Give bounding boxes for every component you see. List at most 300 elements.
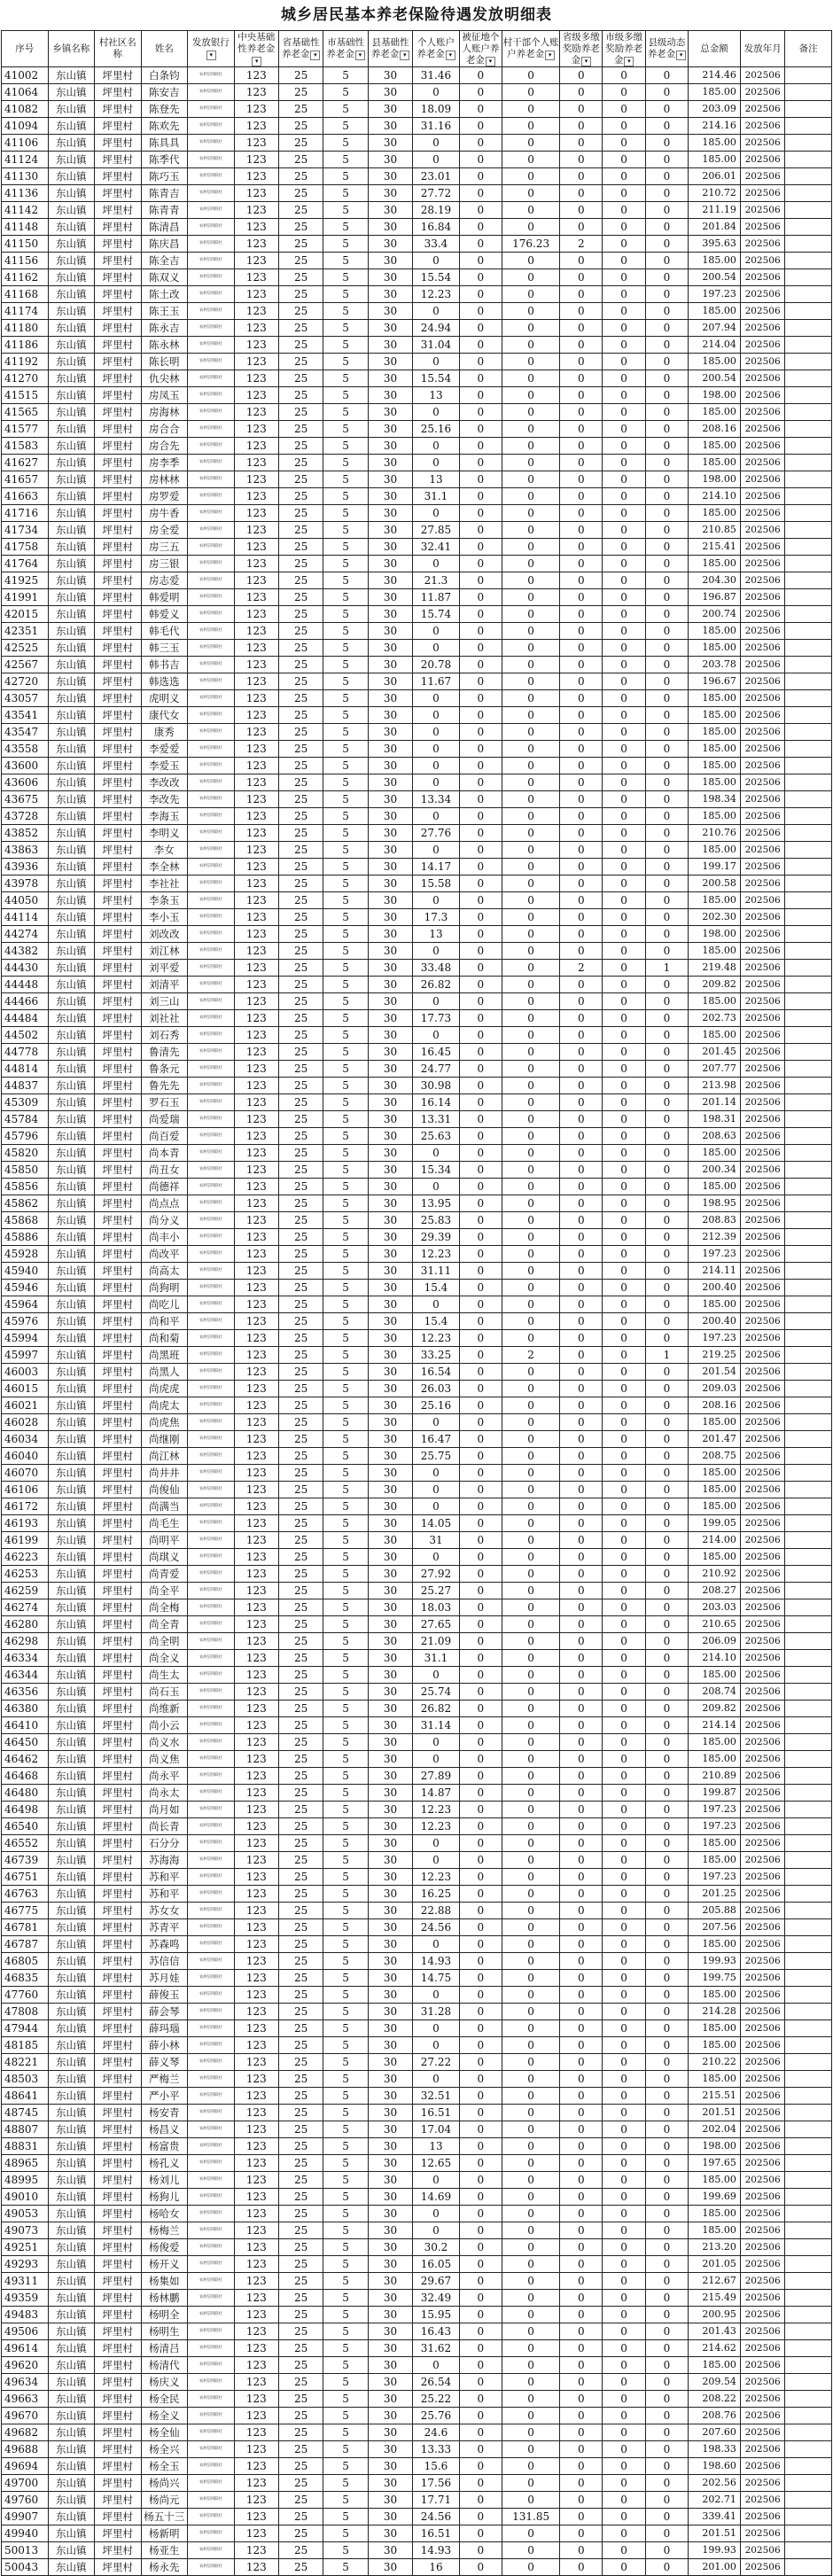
pay-month-cell: 202506 [740, 2290, 784, 2307]
amount-cell: 25 [278, 2391, 323, 2408]
name-cell: 尚百爱 [141, 1128, 188, 1145]
town-cell: 东山镇 [48, 758, 95, 774]
amount-cell: 0 [603, 1498, 645, 1515]
name-cell: 杨全兴 [141, 2441, 188, 2458]
table-row [2, 1465, 832, 1482]
town-cell: 东山镇 [48, 1785, 95, 1802]
amount-cell: 0 [645, 2357, 688, 2374]
amount-cell: 25 [278, 387, 323, 404]
amount-cell: 0 [413, 1027, 460, 1044]
amount-cell: 123 [234, 2492, 278, 2509]
pay-month-cell: 202506 [740, 2105, 784, 2121]
amount-cell: 5 [323, 1818, 368, 1835]
bank-cell: 农村信用联社 [188, 926, 235, 943]
pay-month-cell: 202506 [740, 2424, 784, 2441]
amount-cell: 0 [560, 2340, 603, 2357]
total-cell: 219.48 [689, 960, 741, 977]
pay-month-cell: 202506 [740, 1229, 784, 1246]
column-header [560, 31, 603, 67]
amount-cell: 0 [560, 2525, 603, 2542]
amount-cell: 0 [645, 2239, 688, 2256]
amount-cell: 0 [560, 1987, 603, 2004]
name-cell: 杨明生 [141, 2323, 188, 2340]
amount-cell: 123 [234, 253, 278, 269]
amount-cell: 123 [234, 859, 278, 876]
total-cell: 185.00 [689, 152, 741, 168]
pay-month-cell: 202506 [740, 791, 784, 808]
amount-cell: 0 [560, 1094, 603, 1111]
amount-cell: 123 [234, 1835, 278, 1852]
name-cell: 陈王玉 [141, 303, 188, 320]
amount-cell: 123 [234, 135, 278, 152]
amount-cell: 5 [323, 1061, 368, 1078]
amount-cell: 0 [603, 2458, 645, 2475]
filter-dropdown-icon[interactable]: ▾ [624, 57, 634, 66]
amount-cell: 123 [234, 2307, 278, 2323]
column-header [645, 31, 688, 67]
amount-cell: 0 [560, 438, 603, 455]
bank-cell: 农村信用联社 [188, 488, 235, 505]
amount-cell: 0 [645, 572, 688, 589]
amount-cell: 123 [234, 2004, 278, 2020]
table-row [2, 926, 832, 943]
row-id-cell: 43978 [2, 876, 49, 892]
amount-cell: 123 [234, 1094, 278, 1111]
remark-cell [785, 2206, 832, 2222]
total-cell: 185.00 [689, 438, 741, 455]
amount-cell: 0 [645, 943, 688, 960]
row-id-cell: 43936 [2, 859, 49, 876]
row-id-cell: 43863 [2, 842, 49, 859]
amount-cell: 30 [368, 303, 412, 320]
bank-cell: 农村信用联社 [188, 1061, 235, 1078]
amount-cell: 0 [502, 1802, 560, 1818]
total-cell: 208.16 [689, 1397, 741, 1414]
total-cell: 203.78 [689, 657, 741, 673]
amount-cell: 0 [645, 741, 688, 758]
bank-cell: 农村信用联社 [188, 1111, 235, 1128]
name-cell: 薛会琴 [141, 2004, 188, 2020]
village-cell: 坪里村 [95, 1650, 142, 1667]
village-cell: 坪里村 [95, 1482, 142, 1498]
total-cell: 208.27 [689, 1583, 741, 1599]
filter-dropdown-icon[interactable]: ▾ [676, 51, 686, 60]
amount-cell: 0 [603, 977, 645, 993]
amount-cell: 30 [368, 1835, 412, 1852]
remark-cell [785, 1044, 832, 1061]
amount-cell: 0 [603, 2054, 645, 2071]
amount-cell: 25 [278, 168, 323, 185]
amount-cell: 0 [645, 774, 688, 791]
town-cell: 东山镇 [48, 1078, 95, 1094]
column-header-label: 省级多缴奖励养老金 [562, 31, 600, 66]
bank-cell: 农村信用联社 [188, 2290, 235, 2307]
town-cell: 东山镇 [48, 623, 95, 640]
amount-cell: 0 [413, 774, 460, 791]
total-cell: 214.14 [689, 1717, 741, 1734]
table-row [2, 1330, 832, 1347]
filter-dropdown-icon[interactable]: ▾ [252, 57, 261, 66]
remark-cell [785, 1802, 832, 1818]
name-cell: 陈土改 [141, 286, 188, 303]
amount-cell: 25.75 [413, 1448, 460, 1465]
village-cell: 坪里村 [95, 522, 142, 539]
remark-cell [785, 1347, 832, 1364]
filter-dropdown-icon[interactable]: ▾ [400, 51, 409, 60]
village-cell: 坪里村 [95, 2037, 142, 2054]
amount-cell: 0 [459, 236, 502, 253]
amount-cell: 0 [459, 2155, 502, 2172]
amount-cell: 5 [323, 1886, 368, 1903]
table-row [2, 1869, 832, 1886]
amount-cell: 0 [603, 1768, 645, 1785]
table-row [2, 1482, 832, 1498]
pay-month-cell: 202506 [740, 320, 784, 337]
amount-cell: 25 [278, 1498, 323, 1515]
amount-cell: 13.34 [413, 791, 460, 808]
village-cell: 坪里村 [95, 589, 142, 606]
column-header-label: 个人账户养老金 [416, 37, 455, 59]
amount-cell: 0 [603, 455, 645, 471]
total-cell: 201.25 [689, 1886, 741, 1903]
total-cell: 198.00 [689, 2138, 741, 2155]
total-cell: 208.76 [689, 2408, 741, 2424]
filter-dropdown-icon[interactable]: ▾ [355, 51, 365, 60]
row-id-cell: 44814 [2, 1061, 49, 1078]
amount-cell: 5 [323, 2290, 368, 2307]
total-cell: 185.00 [689, 1498, 741, 1515]
amount-cell: 0 [603, 219, 645, 236]
bank-cell: 农村信用联社 [188, 1482, 235, 1498]
amount-cell: 16.54 [413, 1364, 460, 1381]
remark-cell [785, 1414, 832, 1431]
amount-cell: 16.84 [413, 219, 460, 236]
amount-cell: 0 [560, 1549, 603, 1566]
amount-cell: 5 [323, 808, 368, 825]
amount-cell: 5 [323, 1599, 368, 1616]
remark-cell [785, 909, 832, 926]
pay-month-cell: 202506 [740, 606, 784, 623]
column-header-label: 市级多缴奖励养老金 [605, 31, 643, 66]
bank-cell: 农村信用联社 [188, 2525, 235, 2542]
amount-cell: 30 [368, 1987, 412, 2004]
row-id-cell: 41130 [2, 168, 49, 185]
amount-cell: 123 [234, 202, 278, 219]
table-row [2, 320, 832, 337]
amount-cell: 30 [368, 2391, 412, 2408]
pay-month-cell: 202506 [740, 1010, 784, 1027]
amount-cell: 5 [323, 303, 368, 320]
amount-cell: 0 [502, 522, 560, 539]
row-id-cell: 45820 [2, 1145, 49, 1162]
amount-cell: 0 [459, 1768, 502, 1785]
amount-cell: 0 [603, 1802, 645, 1818]
amount-cell: 123 [234, 1111, 278, 1128]
name-cell: 尚小云 [141, 1717, 188, 1734]
remark-cell [785, 2037, 832, 2054]
amount-cell: 0 [502, 1869, 560, 1886]
amount-cell: 0 [459, 2206, 502, 2222]
amount-cell: 0 [459, 640, 502, 657]
amount-cell: 0 [459, 1431, 502, 1448]
amount-cell: 0 [645, 1835, 688, 1852]
amount-cell: 25 [278, 774, 323, 791]
amount-cell: 0 [459, 135, 502, 152]
total-cell: 199.17 [689, 859, 741, 876]
amount-cell: 5 [323, 1448, 368, 1465]
amount-cell: 0 [645, 1650, 688, 1667]
bank-cell: 农村信用联社 [188, 421, 235, 438]
pay-month-cell: 202506 [740, 1465, 784, 1482]
village-cell: 坪里村 [95, 1970, 142, 1987]
filter-dropdown-icon[interactable]: ▾ [206, 51, 216, 60]
amount-cell: 0 [560, 741, 603, 758]
amount-cell: 30 [368, 539, 412, 556]
amount-cell: 0 [603, 1414, 645, 1431]
amount-cell: 123 [234, 892, 278, 909]
amount-cell: 0 [459, 2374, 502, 2391]
amount-cell: 0 [502, 690, 560, 707]
total-cell: 206.09 [689, 1633, 741, 1650]
remark-cell [785, 2357, 832, 2374]
amount-cell: 123 [234, 1650, 278, 1667]
village-cell: 坪里村 [95, 539, 142, 556]
amount-cell: 0 [459, 2121, 502, 2138]
amount-cell: 0 [502, 2525, 560, 2542]
pay-month-cell: 202506 [740, 2054, 784, 2071]
amount-cell: 5 [323, 1633, 368, 1650]
remark-cell [785, 67, 832, 84]
table-row [2, 1919, 832, 1936]
amount-cell: 0 [603, 2020, 645, 2037]
column-header-label: 村社区名称 [98, 37, 136, 59]
amount-cell: 0 [645, 185, 688, 202]
village-cell: 坪里村 [95, 2239, 142, 2256]
amount-cell: 0 [645, 320, 688, 337]
amount-cell: 0 [603, 1583, 645, 1599]
column-header-label: 姓名 [154, 43, 174, 54]
total-cell: 202.30 [689, 909, 741, 926]
amount-cell: 123 [234, 1566, 278, 1583]
amount-cell: 30 [368, 1347, 412, 1364]
amount-cell: 30 [368, 1212, 412, 1229]
amount-cell: 0 [603, 859, 645, 876]
village-cell: 坪里村 [95, 842, 142, 859]
amount-cell: 0 [560, 2458, 603, 2475]
table-row [2, 1364, 832, 1381]
amount-cell: 30 [368, 1246, 412, 1263]
town-cell: 东山镇 [48, 690, 95, 707]
town-cell: 东山镇 [48, 589, 95, 606]
amount-cell: 5 [323, 1246, 368, 1263]
payment-detail-table [1, 30, 832, 2576]
amount-cell: 0 [502, 1482, 560, 1498]
bank-cell: 农村信用联社 [188, 1700, 235, 1717]
bank-cell: 农村信用联社 [188, 1802, 235, 1818]
name-cell: 杨庆义 [141, 2374, 188, 2391]
amount-cell: 123 [234, 2020, 278, 2037]
table-row [2, 1566, 832, 1583]
amount-cell: 25 [278, 1128, 323, 1145]
village-cell: 坪里村 [95, 1381, 142, 1397]
amount-cell: 0 [645, 1296, 688, 1313]
amount-cell: 0 [603, 758, 645, 774]
amount-cell: 25 [278, 1061, 323, 1078]
amount-cell: 5 [323, 960, 368, 977]
town-cell: 东山镇 [48, 1364, 95, 1381]
village-cell: 坪里村 [95, 2121, 142, 2138]
amount-cell: 0 [502, 1650, 560, 1667]
amount-cell: 5 [323, 556, 368, 572]
column-header [141, 31, 188, 67]
amount-cell: 0 [502, 2374, 560, 2391]
total-cell: 197.23 [689, 1330, 741, 1347]
amount-cell: 25 [278, 589, 323, 606]
amount-cell: 25 [278, 1734, 323, 1751]
amount-cell: 0 [502, 1903, 560, 1919]
amount-cell: 0 [560, 1751, 603, 1768]
filter-dropdown-icon[interactable]: ▾ [486, 57, 495, 66]
bank-cell: 农村信用联社 [188, 690, 235, 707]
amount-cell: 0 [603, 657, 645, 673]
bank-cell: 农村信用联社 [188, 168, 235, 185]
row-id-cell: 49760 [2, 2492, 49, 2509]
amount-cell: 0 [603, 2340, 645, 2357]
amount-cell: 31.1 [413, 488, 460, 505]
table-row [2, 859, 832, 876]
amount-cell: 0 [560, 1700, 603, 1717]
amount-cell: 0 [645, 876, 688, 892]
amount-cell: 25 [278, 2222, 323, 2239]
amount-cell: 5 [323, 2441, 368, 2458]
pay-month-cell: 202506 [740, 2155, 784, 2172]
bank-cell: 农村信用联社 [188, 118, 235, 135]
amount-cell: 30 [368, 202, 412, 219]
filter-dropdown-icon[interactable]: ▾ [545, 51, 555, 60]
table-row [2, 471, 832, 488]
pay-month-cell: 202506 [740, 269, 784, 286]
remark-cell [785, 370, 832, 387]
table-row [2, 2492, 832, 2509]
amount-cell: 0 [459, 269, 502, 286]
town-cell: 东山镇 [48, 488, 95, 505]
bank-cell: 农村信用联社 [188, 1162, 235, 1179]
amount-cell: 0 [645, 421, 688, 438]
total-cell: 185.00 [689, 1414, 741, 1431]
amount-cell: 0 [560, 404, 603, 421]
amount-cell: 30 [368, 2071, 412, 2088]
town-cell: 东山镇 [48, 522, 95, 539]
village-cell: 坪里村 [95, 2340, 142, 2357]
amount-cell: 0 [413, 1296, 460, 1313]
amount-cell: 0 [413, 2172, 460, 2189]
amount-cell: 25 [278, 2256, 323, 2273]
total-cell: 198.00 [689, 926, 741, 943]
amount-cell: 123 [234, 1886, 278, 1903]
row-id-cell: 50043 [2, 2559, 49, 2576]
name-cell: 房合先 [141, 438, 188, 455]
amount-cell: 123 [234, 2273, 278, 2290]
table-row [2, 2256, 832, 2273]
amount-cell: 0 [645, 2307, 688, 2323]
amount-cell: 26.03 [413, 1381, 460, 1397]
total-cell: 185.00 [689, 1465, 741, 1482]
amount-cell: 0 [459, 1111, 502, 1128]
amount-cell: 25 [278, 2458, 323, 2475]
amount-cell: 0 [502, 1852, 560, 1869]
amount-cell: 0 [502, 1970, 560, 1987]
amount-cell: 0 [603, 1616, 645, 1633]
table-row [2, 2323, 832, 2340]
row-id-cell: 48221 [2, 2054, 49, 2071]
amount-cell: 0 [413, 2037, 460, 2054]
amount-cell: 30 [368, 825, 412, 842]
amount-cell: 30 [368, 673, 412, 690]
table-row [2, 1010, 832, 1027]
amount-cell: 0 [502, 421, 560, 438]
table-row [2, 2374, 832, 2391]
filter-dropdown-icon[interactable]: ▾ [581, 57, 591, 66]
total-cell: 197.23 [689, 1802, 741, 1818]
table-row [2, 2206, 832, 2222]
amount-cell: 33.4 [413, 236, 460, 253]
amount-cell: 5 [323, 438, 368, 455]
amount-cell: 0 [459, 168, 502, 185]
amount-cell: 24.77 [413, 1061, 460, 1078]
bank-cell: 农村信用联社 [188, 1852, 235, 1869]
table-row [2, 1094, 832, 1111]
village-cell: 坪里村 [95, 2542, 142, 2559]
remark-cell [785, 1987, 832, 2004]
table-row [2, 1835, 832, 1852]
remark-cell [785, 1162, 832, 1179]
amount-cell: 0 [413, 253, 460, 269]
pay-month-cell: 202506 [740, 84, 784, 101]
remark-cell [785, 1498, 832, 1515]
amount-cell: 30 [368, 859, 412, 876]
village-cell: 坪里村 [95, 2222, 142, 2239]
bank-cell: 农村信用联社 [188, 825, 235, 842]
amount-cell: 0 [603, 572, 645, 589]
amount-cell: 25 [278, 2105, 323, 2121]
town-cell: 东山镇 [48, 556, 95, 572]
bank-cell: 农村信用联社 [188, 236, 235, 253]
total-cell: 211.19 [689, 202, 741, 219]
amount-cell: 123 [234, 572, 278, 589]
name-cell: 杨林鹏 [141, 2290, 188, 2307]
amount-cell: 5 [323, 2105, 368, 2121]
amount-cell: 5 [323, 1717, 368, 1734]
amount-cell: 5 [323, 1482, 368, 1498]
amount-cell: 14.75 [413, 1970, 460, 1987]
table-row [2, 993, 832, 1010]
name-cell: 尚义水 [141, 1734, 188, 1751]
column-header [502, 31, 560, 67]
town-cell: 东山镇 [48, 1903, 95, 1919]
filter-dropdown-icon[interactable]: ▾ [310, 51, 320, 60]
amount-cell: 5 [323, 1768, 368, 1785]
amount-cell: 17.71 [413, 2492, 460, 2509]
amount-cell: 30 [368, 556, 412, 572]
amount-cell: 0 [560, 1044, 603, 1061]
amount-cell: 0 [560, 2121, 603, 2138]
pay-month-cell: 202506 [740, 1599, 784, 1616]
amount-cell: 0 [413, 354, 460, 370]
amount-cell: 0 [603, 1549, 645, 1566]
filter-dropdown-icon[interactable]: ▾ [446, 51, 455, 60]
amount-cell: 0 [560, 505, 603, 522]
pay-month-cell: 202506 [740, 2189, 784, 2206]
